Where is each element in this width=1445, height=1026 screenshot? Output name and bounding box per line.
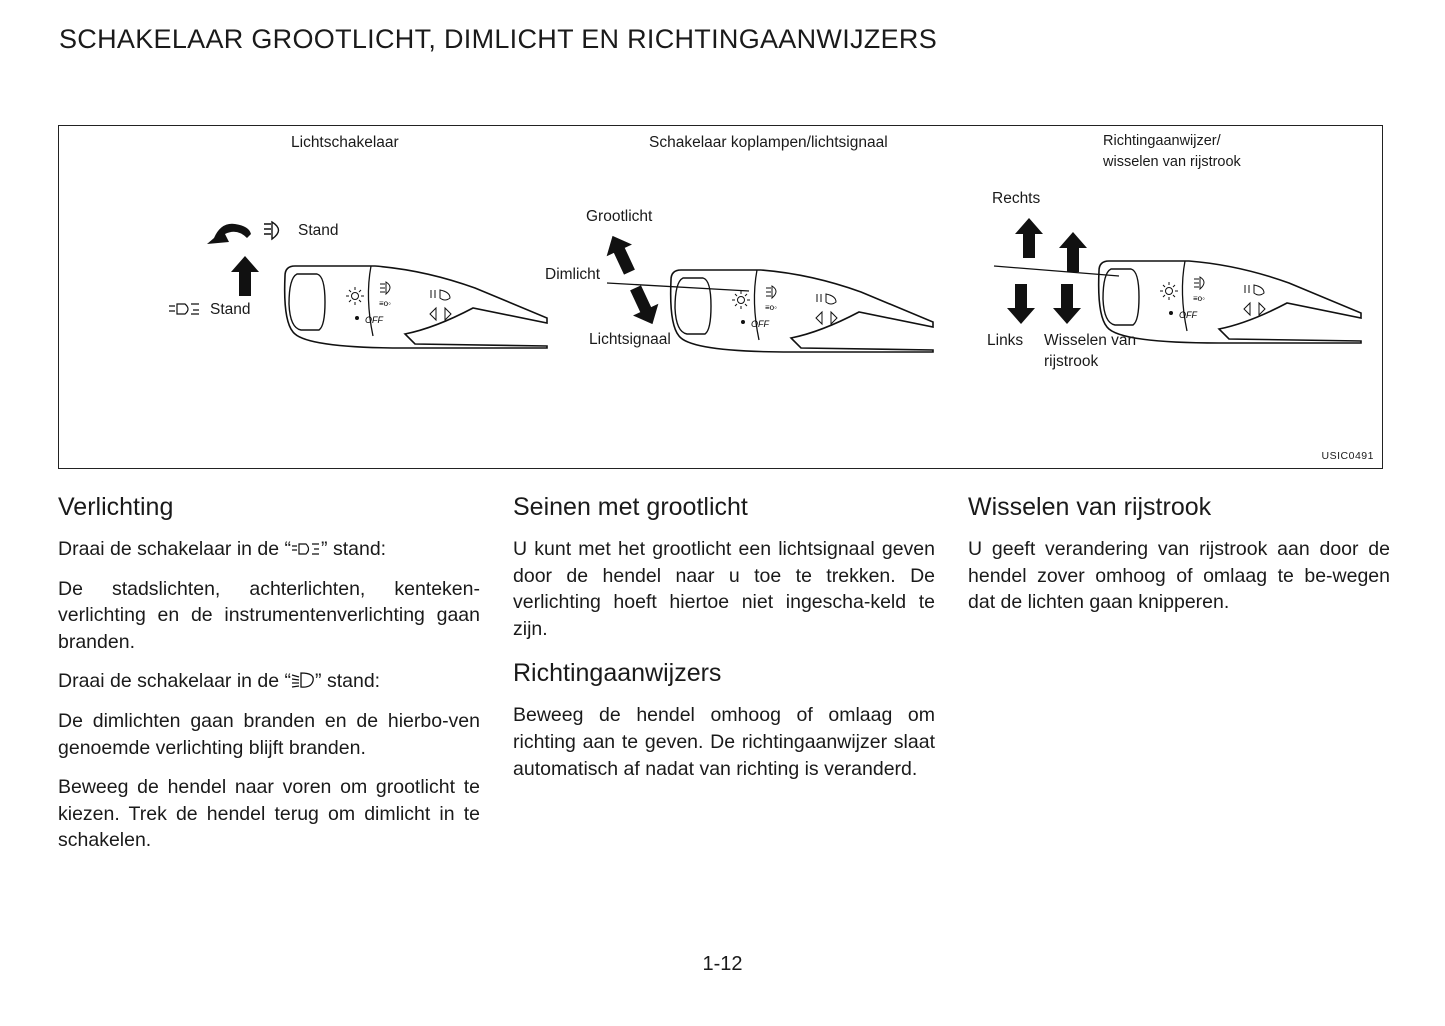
rechts-label: Rechts (992, 190, 1041, 207)
wisselen-label-line2: rijstrook (1044, 353, 1099, 370)
stand-parking-label: Stand (210, 301, 251, 318)
dimlicht-label: Dimlicht (545, 266, 601, 283)
page-number: 1-12 (702, 953, 743, 975)
parking-light-icon (291, 542, 321, 556)
richting-caption-line2: wisselen van rijstrook (1103, 154, 1241, 170)
richting-p1: Beweeg de hendel omhoog of omlaag om richting aan te geven. De richtingaanwijzer slaat automatisch af nadat van richting is veranderd. (513, 704, 935, 780)
page-title: SCHAKELAAR GROOTLICHT, DIMLICHT EN RICHTINGAANWIJZERS (59, 24, 938, 54)
lichtsignaal-label: Lichtsignaal (589, 331, 671, 348)
stalk-switch-figure (58, 125, 1383, 469)
seinen-p1: U kunt met het grootlicht een lichtsignaal geven door de hendel naar u toe te trekken. De verlichting hoeft hiertoe niet ingescha-keld te zijn. (513, 538, 935, 640)
verlichting-p4: De dimlichten gaan branden en de hierbo-ven genoemde verlichting blijft branden. (58, 709, 480, 759)
verlichting-heading: Verlichting (58, 493, 174, 521)
figure-illustration: OFF ≡o◦ (59, 126, 1384, 470)
richting-heading: Richtingaanwijzers (513, 659, 722, 688)
verlichting-p3: Draai de schakelaar in de “ ” stand: (58, 670, 381, 693)
links-label: Links (987, 332, 1024, 349)
wisselen-p1: U geeft verandering van rijstrook aan door de hendel zover omhoog of omlaag te be-wegen dat de lichten gaan knipperen. (968, 538, 1390, 614)
column-wisselen (968, 490, 1390, 629)
wisselen-heading: Wisselen van rijstrook (968, 493, 1212, 521)
koplampen-caption: Schakelaar koplampen/lichtsignaal (649, 134, 888, 151)
column-seinen-richting (513, 490, 935, 795)
seinen-heading: Seinen met grootlicht (513, 493, 748, 521)
stand-headlamp-label: Stand (298, 222, 339, 239)
column-verlichting (58, 490, 480, 867)
verlichting-p5: Beweeg de hendel naar voren om grootlicht te kiezen. Trek de hendel terug om dimlicht in te schakelen. (58, 776, 480, 852)
verlichting-p1: Draai de schakelaar in de “ ” stand: (58, 538, 387, 560)
lichtschakelaar-caption: Lichtschakelaar (291, 134, 399, 151)
figure-code: USIC0491 (1321, 450, 1374, 462)
wisselen-label-line1: Wisselen van (1044, 332, 1137, 349)
richting-caption-line1: Richtingaanwijzer/ (1103, 133, 1221, 149)
headlight-icon (291, 671, 315, 689)
verlichting-p2: De stadslichten, achterlichten, kenteken-verlichting en de instrumentenverlichting gaan branden. (58, 577, 480, 653)
grootlicht-label: Grootlicht (586, 208, 653, 225)
